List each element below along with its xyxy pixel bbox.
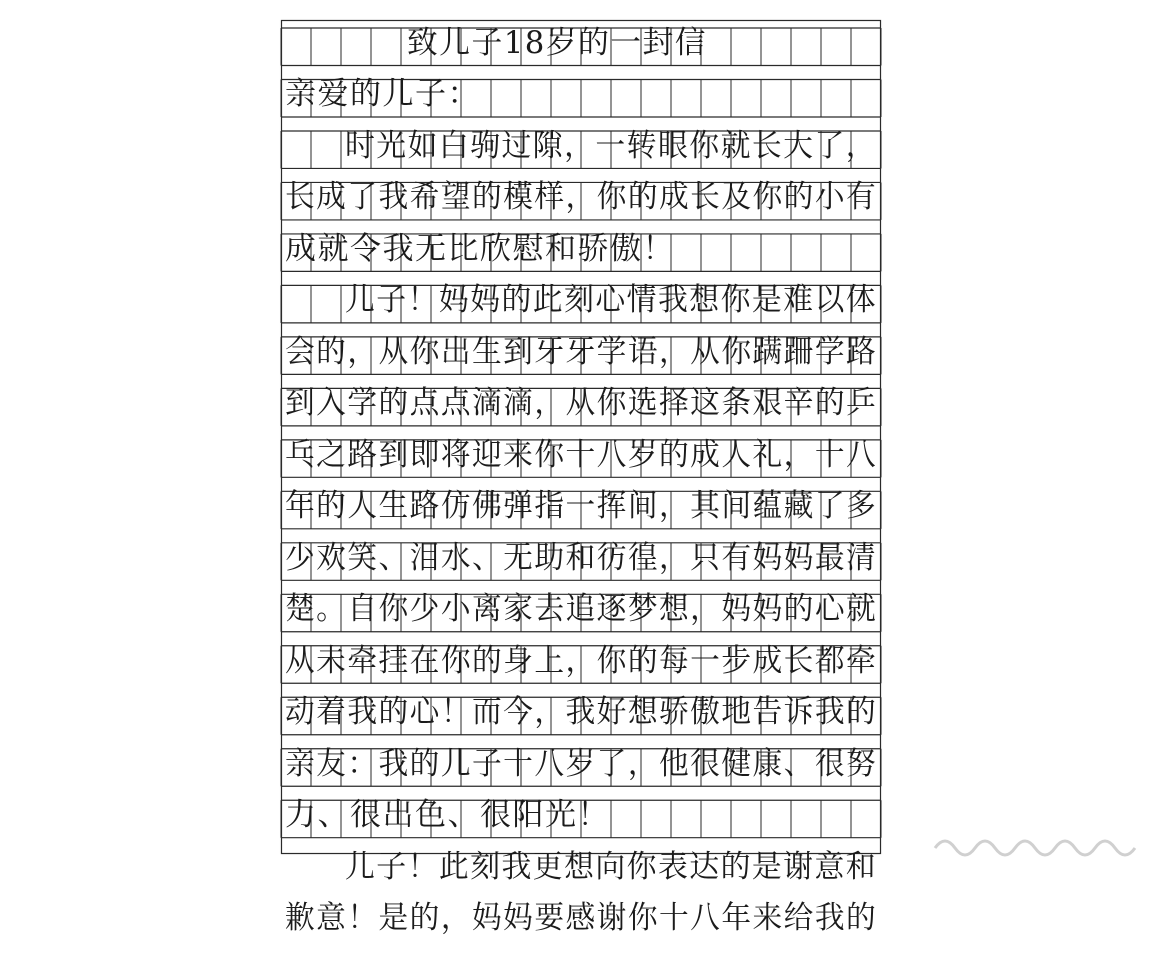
letter-line: 楚。自你少小离家去追逐梦想，妈妈的心就 — [285, 591, 878, 628]
letter-line: 力、很出色、很阳光！ — [285, 797, 610, 834]
letter-line: 时光如白驹过隙，一转眼你就长大了， — [345, 127, 878, 164]
watermark-stroke — [935, 841, 1135, 855]
watermark-logo — [931, 830, 1147, 860]
letter-line: 从未牵挂在你的身上，你的每一步成长都牵 — [285, 642, 878, 679]
letter-line: 动着我的心！而今，我好想骄傲地告诉我的 — [285, 694, 878, 731]
letter-sheet — [281, 20, 881, 937]
letter-line: 长成了我希望的模样，你的成长及你的小有 — [285, 179, 878, 216]
letter-line: 年的人生路仿佛弹指一挥间，其间蕴藏了多 — [285, 488, 878, 525]
letter-line: 乓之路到即将迎来你十八岁的成人礼，十八 — [285, 436, 878, 473]
letter-line: 儿子！此刻我更想向你表达的是谢意和 — [345, 848, 878, 885]
letter-line: 少欢笑、泪水、无助和彷徨，只有妈妈最清 — [285, 539, 878, 576]
letter-line: 歉意！是的，妈妈要感谢你十八年来给我的 — [285, 900, 878, 937]
letter-line: 儿子！妈妈的此刻心情我想你是难以体 — [345, 282, 878, 319]
letter-line: 会的，从你出生到牙牙学语，从你蹒跚学路 — [285, 333, 878, 370]
letter-line: 到入学的点点滴滴，从你选择这条艰辛的乒 — [285, 385, 878, 422]
letter-line: 成就令我无比欣慰和骄傲！ — [285, 230, 675, 267]
letter-salutation: 亲爱的儿子： — [285, 76, 480, 113]
letter-line: 亲友：我的儿子十八岁了，他很健康、很努 — [285, 745, 878, 782]
letter-title: 致儿子18岁的一封信 — [407, 25, 708, 61]
